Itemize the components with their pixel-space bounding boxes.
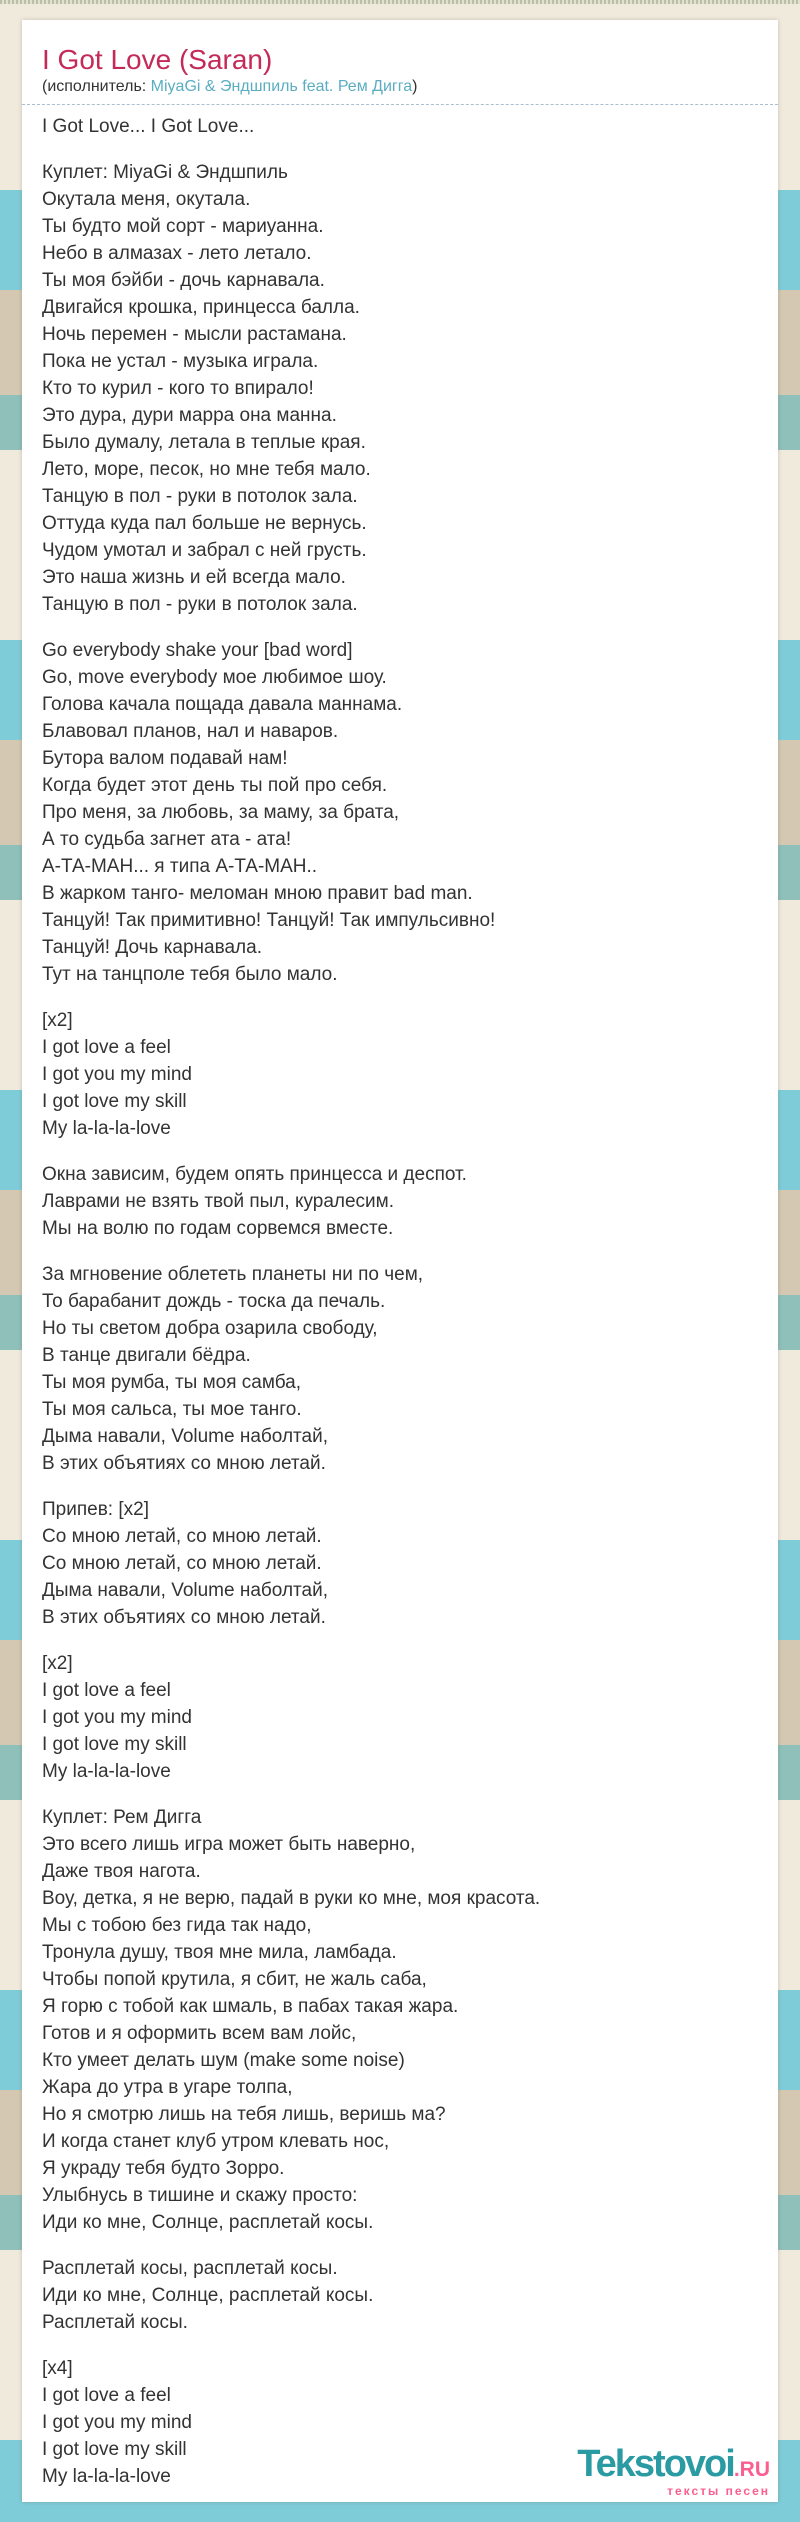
lyric-line: Я горю с тобой как шмаль, в пабах такая жара. (42, 1996, 459, 2017)
lyric-line: Окна зависим, будем опять принцесса и деспот. (42, 1164, 467, 1185)
lyric-line: Это всего лишь игра может быть наверно, (42, 1834, 416, 1855)
lyric-line: My la-la-la-love (42, 1118, 171, 1139)
lyric-line: Со мною летай, со мною летай. (42, 1526, 322, 1547)
lyric-line: Воу, детка, я не верю, падай в руки ко мне, моя красота. (42, 1888, 541, 1909)
lyric-blank-line (42, 1242, 758, 1261)
lyric-line: Когда будет этот день ты пой про себя. (42, 775, 388, 796)
lyric-line: Go, move everybody мое любимое шоу. (42, 667, 387, 688)
lyric-line: Дыма навали, Volume наболтай, (42, 1426, 328, 1447)
lyric-line: Лаврами не взять твой пыл, куралесим. (42, 1191, 395, 1212)
lyric-line: I got love a feel (42, 2385, 171, 2406)
lyric-line: My la-la-la-love (42, 1761, 171, 1782)
site-logo[interactable] (577, 2445, 770, 2497)
lyric-line: I got love a feel (42, 1037, 171, 1058)
lyric-line: I Got Love... I Got Love... (42, 116, 255, 137)
lyric-blank-line (42, 140, 758, 159)
lyric-line: В танце двигали бёдра. (42, 1345, 251, 1366)
lyric-line: [x2] (42, 1653, 73, 1674)
logo-row (577, 2445, 770, 2483)
page-title: I Got Love (Saran) (42, 44, 273, 75)
lyric-line: То барабанит дождь - тоска да печаль. (42, 1291, 386, 1312)
artist-link[interactable]: MiyaGi & Эндшпиль feat. Рем Дигга (150, 78, 413, 95)
logo-tld: .RU (733, 2458, 770, 2481)
lyric-line: Куплет: Рем Дигга (42, 1807, 202, 1828)
lyric-line: I got love my skill (42, 1734, 187, 1755)
lyrics-text (22, 105, 778, 2490)
lyric-blank-line (42, 1142, 758, 1161)
lyric-line: Со мною летай, со мною летай. (42, 1553, 322, 1574)
lyric-line: Но я смотрю лишь на тебя лишь, веришь ма? (42, 2104, 446, 2125)
lyric-line: I got love my skill (42, 2439, 187, 2460)
lyric-line: Кто умеет делать шум (make some noise) (42, 2050, 405, 2071)
lyric-line: Двигайся крошка, принцесса балла. (42, 297, 360, 318)
lyric-line: Бутора валом подавай нам! (42, 748, 288, 769)
lyric-line: Чтобы попой крутила, я сбит, не жаль саба, (42, 1969, 427, 1990)
lyric-line: Я украду тебя будто Зорро. (42, 2158, 285, 2179)
artist-label: (исполнитель: (42, 78, 151, 95)
lyric-blank-line (42, 1477, 758, 1496)
lyric-line: В жарком танго- меломан мною правит bad man. (42, 883, 473, 904)
lyric-line: Но ты светом добра озарила свободу, (42, 1318, 378, 1339)
lyric-line: Ты моя бэйби - дочь карнавала. (42, 270, 325, 291)
lyric-line: Ты моя сальса, ты мое танго. (42, 1399, 302, 1420)
lyric-line: Окутала меня, окутала. (42, 189, 251, 210)
artist-suffix: ) (412, 78, 418, 95)
lyric-line: [x2] (42, 1010, 73, 1031)
lyric-line: Танцуй! Дочь карнавала. (42, 937, 262, 958)
lyric-line: Иди ко мне, Солнце, расплетай косы. (42, 2285, 374, 2306)
lyric-line: Расплетай косы. (42, 2312, 188, 2333)
lyric-line: Танцуй! Так примитивно! Танцуй! Так импульсивно! (42, 910, 496, 931)
lyric-line: [x4] (42, 2358, 73, 2379)
lyric-line: А-ТА-МАН... я типа А-ТА-МАН.. (42, 856, 318, 877)
lyric-line: Дыма навали, Volume наболтай, (42, 1580, 328, 1601)
artist-line (42, 78, 758, 96)
lyric-line: My la-la-la-love (42, 2466, 171, 2487)
lyric-line: И когда станет клуб утром клевать нос, (42, 2131, 390, 2152)
logo-tagline: тексты песен (667, 2484, 770, 2498)
lyric-line: Танцую в пол - руки в потолок зала. (42, 486, 358, 507)
lyric-blank-line (42, 988, 758, 1007)
lyric-line: В этих объятиях со мною летай. (42, 1453, 326, 1474)
lyric-line: Жара до утра в угаре толпа, (42, 2077, 293, 2098)
lyric-blank-line (42, 618, 758, 637)
lyric-line: Пока не устал - музыка играла. (42, 351, 319, 372)
lyric-line: Готов и я оформить всем вам лойс, (42, 2023, 357, 2044)
lyric-line: Улыбнусь в тишине и скажу просто: (42, 2185, 358, 2206)
lyric-blank-line (42, 1631, 758, 1650)
lyric-line: Было думалу, летала в теплые края. (42, 432, 366, 453)
lyric-line: Это дура, дури марра она манна. (42, 405, 337, 426)
lyric-line: Ты будто мой сорт - мариуанна. (42, 216, 324, 237)
logo-name: Tekstovoi (577, 2443, 734, 2485)
lyric-line: Небо в алмазах - лето летало. (42, 243, 312, 264)
lyric-blank-line (42, 2236, 758, 2255)
lyric-line: Иди ко мне, Солнце, расплетай косы. (42, 2212, 374, 2233)
lyric-blank-line (42, 1785, 758, 1804)
lyric-line: I got you my mind (42, 1064, 192, 1085)
lyric-line: В этих объятиях со мною летай. (42, 1607, 326, 1628)
lyric-line: Лето, море, песок, но мне тебя мало. (42, 459, 371, 480)
lyric-line: Мы на волю по годам сорвемся вместе. (42, 1218, 394, 1239)
lyric-line: Тронула душу, твоя мне мила, ламбада. (42, 1942, 397, 1963)
lyric-line: Мы с тобою без гида так надо, (42, 1915, 312, 1936)
lyric-line: Припев: [x2] (42, 1499, 149, 1520)
lyric-line: Оттуда куда пал больше не вернусь. (42, 513, 367, 534)
lyric-line: Ночь перемен - мысли растамана. (42, 324, 347, 345)
lyric-line: I got love my skill (42, 1091, 187, 1112)
lyric-line: Расплетай косы, расплетай косы. (42, 2258, 338, 2279)
lyric-line: Голова качала пощада давала маннама. (42, 694, 403, 715)
lyric-line: Про меня, за любовь, за маму, за брата, (42, 802, 400, 823)
lyric-line: I got love a feel (42, 1680, 171, 1701)
lyric-line: Даже твоя нагота. (42, 1861, 201, 1882)
lyric-blank-line (42, 2336, 758, 2355)
lyric-line: Ты моя румба, ты моя самба, (42, 1372, 302, 1393)
lyric-line: Тут на танцполе тебя было мало. (42, 964, 338, 985)
lyric-line: Это наша жизнь и ей всегда мало. (42, 567, 346, 588)
song-header (22, 20, 778, 105)
content-card (22, 20, 778, 2502)
lyric-line: Куплет: MiyaGi & Эндшпиль (42, 162, 288, 183)
lyric-line: Кто то курил - кого то впирало! (42, 378, 314, 399)
lyric-line: Блавовал планов, нал и наваров. (42, 721, 339, 742)
lyric-line: I got you my mind (42, 1707, 192, 1728)
lyric-line: I got you my mind (42, 2412, 192, 2433)
top-border (0, 0, 800, 4)
lyric-line: Чудом умотал и забрал с ней грусть. (42, 540, 367, 561)
lyric-line: За мгновение облететь планеты ни по чем, (42, 1264, 424, 1285)
lyric-line: Go everybody shake your [bad word] (42, 640, 353, 661)
lyric-line: Танцую в пол - руки в потолок зала. (42, 594, 358, 615)
lyric-line: А то судьба загнет ата - ата! (42, 829, 292, 850)
